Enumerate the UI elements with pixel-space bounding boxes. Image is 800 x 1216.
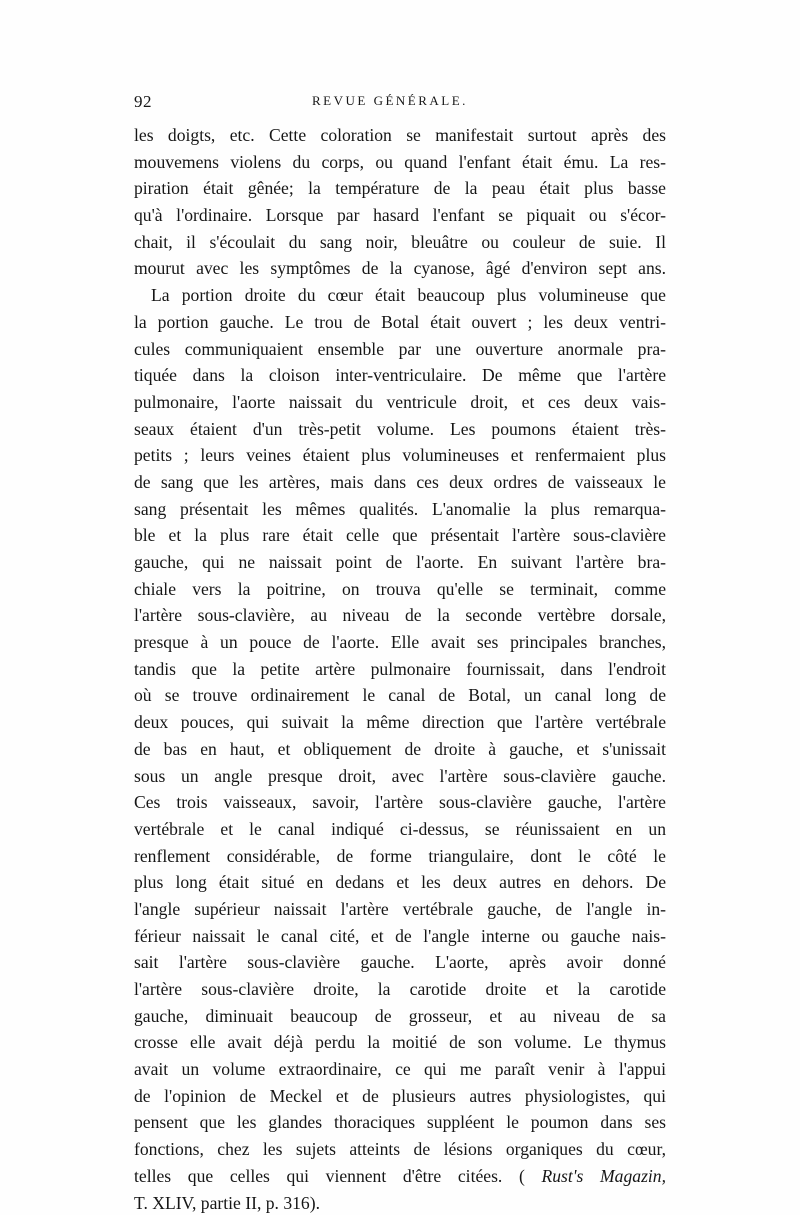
text-line: renflement considérable, de forme triangulaire, dont le côté le	[134, 843, 666, 870]
page-number: 92	[134, 92, 152, 112]
running-title: REVUE GÉNÉRALE.	[312, 93, 468, 109]
text-line: deux pouces, qui suivait la même direction que l'artère vertébrale	[134, 709, 666, 736]
text-line: presque à un pouce de l'aorte. Elle avait ses principales branches,	[134, 629, 666, 656]
body-text	[134, 122, 666, 1216]
text-line: de l'opinion de Meckel et de plusieurs autres physiologistes, qui	[134, 1083, 666, 1110]
text-line-with-citation	[134, 1163, 666, 1190]
text-line: fonctions, chez les sujets atteints de lésions organiques du cœur,	[134, 1136, 666, 1163]
text-line: l'angle supérieur naissait l'artère vertébrale gauche, de l'angle in-	[134, 896, 666, 923]
text-line: Ces trois vaisseaux, savoir, l'artère sous-clavière gauche, l'artère	[134, 789, 666, 816]
text-line: pulmonaire, l'aorte naissait du ventricule droit, et ces deux vais-	[134, 389, 666, 416]
citation-journal: Rust's Magazin,	[541, 1166, 666, 1186]
text-line: tandis que la petite artère pulmonaire fournissait, dans l'endroit	[134, 656, 666, 683]
text-line: férieur naissait le canal cité, et de l'angle interne ou gauche nais-	[134, 923, 666, 950]
text-line: avait un volume extraordinaire, ce qui me paraît venir à l'appui	[134, 1056, 666, 1083]
text-line: l'artère sous-clavière, au niveau de la seconde vertèbre dorsale,	[134, 602, 666, 629]
text-line: pensent que les glandes thoraciques suppléent le poumon dans ses	[134, 1109, 666, 1136]
text-line: qu'à l'ordinaire. Lorsque par hasard l'enfant se piquait ou s'écor-	[134, 202, 666, 229]
text-line: sang présentait les mêmes qualités. L'anomalie la plus remarqua-	[134, 496, 666, 523]
text-line: ble et la plus rare était celle que présentait l'artère sous-clavière	[134, 522, 666, 549]
text-line: sous un angle presque droit, avec l'artère sous-clavière gauche.	[134, 763, 666, 790]
text-line: les doigts, etc. Cette coloration se manifestait surtout après des	[134, 122, 666, 149]
text-line: crosse elle avait déjà perdu la moitié de son volume. Le thymus	[134, 1029, 666, 1056]
text-line: chait, il s'écoulait du sang noir, bleuâtre ou couleur de suie. Il	[134, 229, 666, 256]
text-line: de bas en haut, et obliquement de droite à gauche, et s'unissait	[134, 736, 666, 763]
text-line: chiale vers la poitrine, on trouva qu'elle se terminait, comme	[134, 576, 666, 603]
text-line: tiquée dans la cloison inter-ventriculaire. De même que l'artère	[134, 362, 666, 389]
text-line: cules communiquaient ensemble par une ouverture anormale pra-	[134, 336, 666, 363]
text-line: sait l'artère sous-clavière gauche. L'aorte, après avoir donné	[134, 949, 666, 976]
text-line: piration était gênée; la température de la peau était plus basse	[134, 175, 666, 202]
text-line: seaux étaient d'un très-petit volume. Les poumons étaient très-	[134, 416, 666, 443]
text-line: petits ; leurs veines étaient plus volumineuses et renfermaient plus	[134, 442, 666, 469]
text-line: où se trouve ordinairement le canal de Botal, un canal long de	[134, 682, 666, 709]
text-line: plus long était situé en dedans et les deux autres en dehors. De	[134, 869, 666, 896]
text-line: mouvemens violens du corps, ou quand l'enfant était ému. La res-	[134, 149, 666, 176]
paragraph-first-line: La portion droite du cœur était beaucoup plus volumineuse que	[134, 282, 666, 309]
text-line: gauche, diminuait beaucoup de grosseur, et au niveau de sa	[134, 1003, 666, 1030]
text-line-start: telles que celles qui viennent d'être citées. (	[134, 1166, 525, 1186]
text-line: mourut avec les symptômes de la cyanose, âgé d'environ sept ans.	[134, 255, 666, 282]
text-line: l'artère sous-clavière droite, la carotide droite et la carotide	[134, 976, 666, 1003]
text-line: de sang que les artères, mais dans ces deux ordres de vaisseaux le	[134, 469, 666, 496]
text-line-citation-end: T. XLIV, partie II, p. 316).	[134, 1190, 666, 1216]
text-line: la portion gauche. Le trou de Botal était ouvert ; les deux ventri-	[134, 309, 666, 336]
text-line: gauche, qui ne naissait point de l'aorte. En suivant l'artère bra-	[134, 549, 666, 576]
text-line: vertébrale et le canal indiqué ci-dessus, se réunissaient en un	[134, 816, 666, 843]
running-head	[134, 92, 666, 116]
